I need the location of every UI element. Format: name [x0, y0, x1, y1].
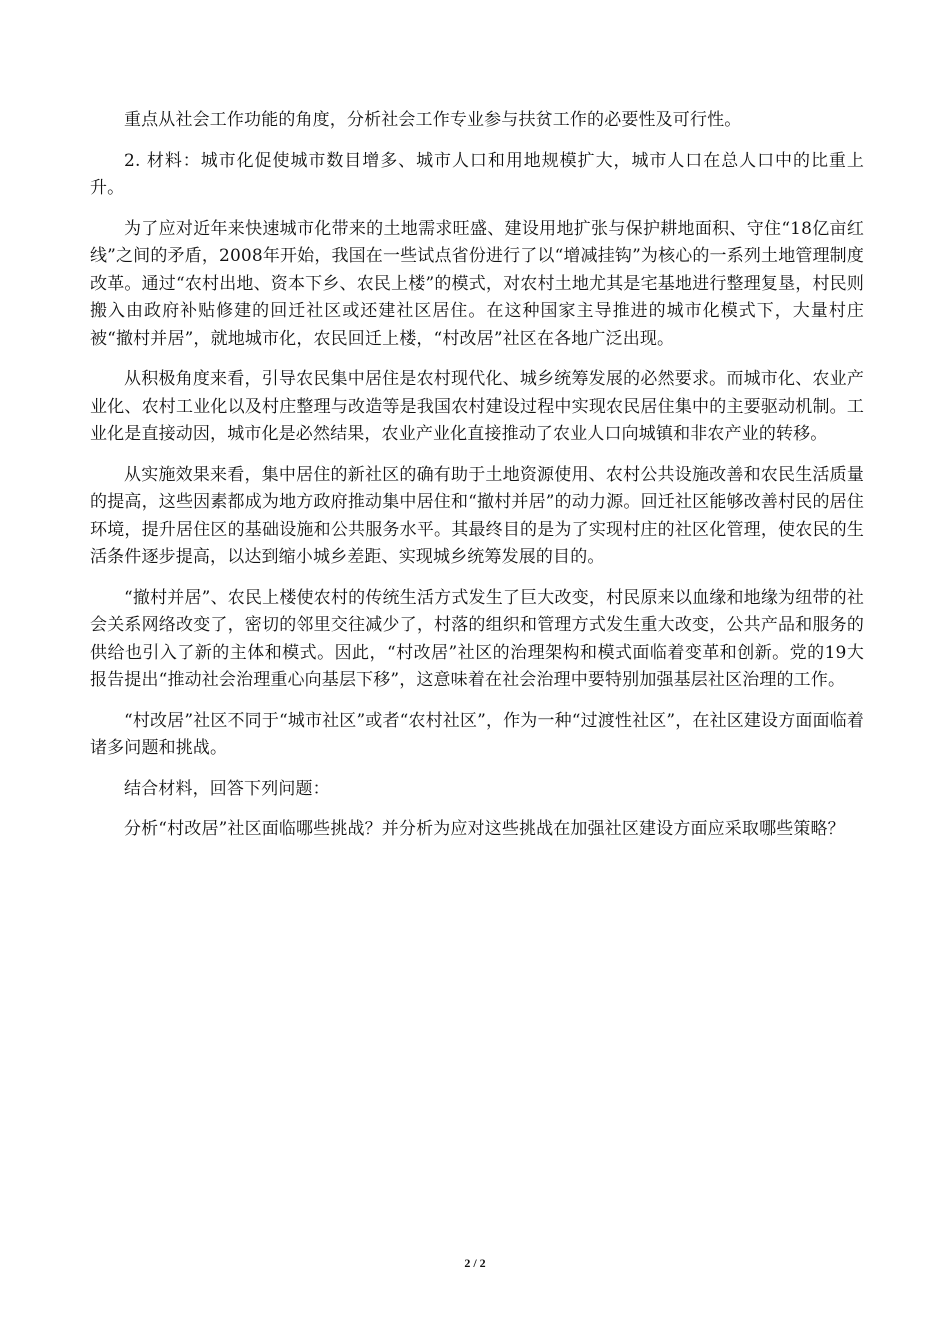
paragraph-implementation-effect: 从实施效果来看，集中居住的新社区的确有助于土地资源使用、农村公共设施改善和农民生活质量的提高，这些因素都成为地方政府推动集中居住和“撤村并居”的动力源。回迁社区能够改善村民的居住环境，提升居住区的基础设施和公共服务水平。其最终目的是为了实现村庄的社区化管理，使农民的生活条件逐步提高，以达到缩小城乡差距、实现城乡统筹发展的目的。: [90, 464, 864, 567]
paragraph-question: 分析“村改居”社区面临哪些挑战？并分析为应对这些挑战在加强社区建设方面应采取哪些策略？: [124, 819, 845, 839]
document-body: [90, 107, 864, 857]
paragraph-task-note: 重点从社会工作功能的角度，分析社会工作专业参与扶贫工作的必要性及可行性。: [124, 110, 742, 130]
page-number: 2 / 2: [464, 1256, 486, 1270]
paragraph-governance-change: “撤村并居”、农民上楼使农村的传统生活方式发生了巨大改变，村民原来以血缘和地缘为纽带的社会关系网络改变了，密切的邻里交往减少了，村落的组织和管理方式发生重大改变，公共产品和服务的供给也引入了新的主体和模式。因此，“村改居”社区的治理架构和模式面临着变革和创新。党的19大报告提出“推动社会治理重心向基层下移”，这意味着在社会治理中要特别加强基层社区治理的工作。: [90, 587, 864, 690]
paragraph-positive-view: 从积极角度来看，引导农民集中居住是农村现代化、城乡统筹发展的必然要求。而城市化、农业产业化、农村工业化以及村庄整理与改造等是我国农村建设过程中实现农民居住集中的主要驱动机制。工业化是直接动因，城市化是必然结果，农业产业化直接推动了农业人口向城镇和非农产业的转移。: [90, 369, 864, 444]
paragraph-material-intro: 2. 材料：城市化促使城市数目增多、城市人口和用地规模扩大，城市人口在总人口中的比重上升。: [90, 150, 864, 198]
paragraph-land-reform: 为了应对近年来快速城市化带来的土地需求旺盛、建设用地扩张与保护耕地面积、守住“18亿亩红线”之间的矛盾，2008年开始，我国在一些试点省份进行了以“增减挂钩”为核心的一系列土地管理制度改革。通过“农村出地、资本下乡、农民上楼”的模式，对农村土地尤其是宅基地进行整理复垦，村民则搬入由政府补贴修建的回迁社区或还建社区居住。在这种国家主导推进的城市化模式下，大量村庄被“撤村并居”，就地城市化，农民回迁上楼，“村改居”社区在各地广泛出现。: [90, 218, 864, 349]
paragraph-transitional-community: “村改居”社区不同于“城市社区”或者“农村社区”，作为一种“过渡性社区”，在社区建设方面面临着诸多问题和挑战。: [90, 710, 864, 758]
paragraph-instruction: 结合材料，回答下列问题：: [124, 778, 330, 799]
